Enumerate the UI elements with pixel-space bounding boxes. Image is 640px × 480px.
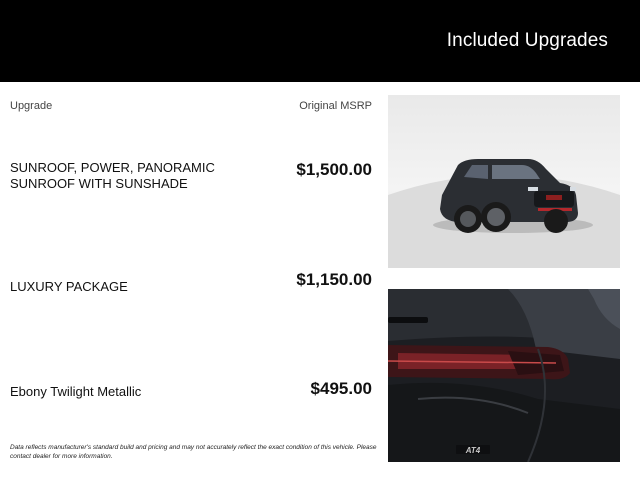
header-bar: [0, 0, 640, 82]
upgrade-price: $495.00: [310, 379, 372, 398]
upgrade-name: Ebony Twilight Metallic: [10, 384, 142, 399]
upgrade-column-header: Upgrade: [10, 100, 53, 112]
vehicle-rear-photo: [388, 289, 620, 462]
msrp-column-header: Original MSRP: [299, 100, 372, 112]
upgrade-name: LUXURY PACKAGE: [10, 279, 128, 294]
page-title: Included Upgrades: [446, 30, 608, 51]
vehicle-front-photo: [388, 95, 620, 268]
upgrade-name: SUNROOF, POWER, PANORAMIC SUNROOF WITH SUNSHADE: [10, 160, 215, 191]
disclaimer-text: Data reflects manufacturer's standard build and pricing and may not accurately reflect the exact condition of this vehicle. Please contact dealer for more information.: [10, 444, 377, 460]
at4-badge: AT4: [465, 446, 481, 455]
upgrade-price: $1,500.00: [296, 160, 372, 179]
upgrade-price: $1,150.00: [296, 270, 372, 289]
